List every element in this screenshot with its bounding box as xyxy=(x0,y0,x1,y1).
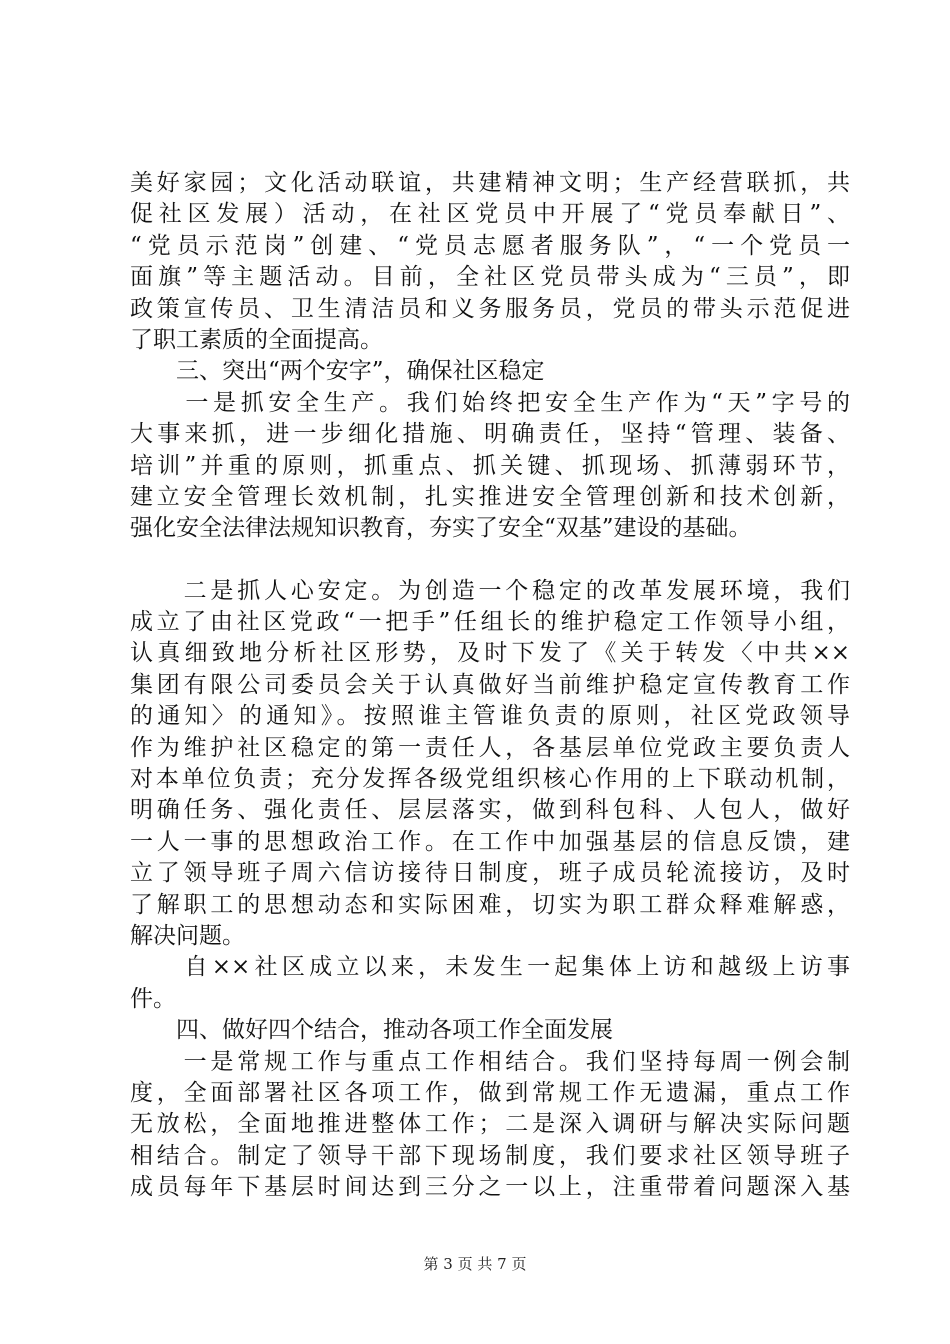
text-line: 件。 xyxy=(130,985,176,1012)
text-line: 解决问题。 xyxy=(130,922,245,949)
page-number: 第 3 页 共 7 页 xyxy=(423,1255,527,1273)
text-line: “党员示范岗”创建、“党员志愿者服务队”，“一个党员一 xyxy=(130,232,850,259)
text-line: 作为维护社区稳定的第一责任人，各基层单位党政主要负责人 xyxy=(130,734,850,761)
text-line: 一人一事的思想政治工作。在工作中加强基层的信息反馈，建 xyxy=(130,828,850,855)
text-line: 美好家园；文化活动联谊，共建精神文明；生产经营联抓，共 xyxy=(130,170,850,196)
text-line: 成立了由社区党政“一把手”任组长的维护稳定工作领导小组， xyxy=(130,609,850,636)
text-line: 培训”并重的原则，抓重点、抓关键、抓现场、抓薄弱环节， xyxy=(130,452,850,479)
text-line: 一是抓安全生产。我们始终把安全生产作为“天”字号的 xyxy=(130,389,850,416)
text-line: 立了领导班子周六信访接待日制度，班子成员轮流接访，及时 xyxy=(130,860,850,887)
text-line: 政策宣传员、卫生清洁员和义务服务员，党员的带头示范促进 xyxy=(130,295,850,322)
text-line: 成员每年下基层时间达到三分之一以上，注重带着问题深入基 xyxy=(130,1174,850,1201)
text-line: 认真细致地分析社区形势，及时下发了《关于转发〈中共×× xyxy=(130,640,850,667)
text-line: 对本单位负责；充分发挥各级党组织核心作用的上下联动机制， xyxy=(130,766,850,793)
text-line: 集团有限公司委员会关于认真做好当前维护稳定宣传教育工作 xyxy=(130,671,850,698)
text-line: 强化安全法律法规知识教育，夯实了安全“双基”建设的基础。 xyxy=(130,515,752,542)
text-line: 促社区发展）活动，在社区党员中开展了“党员奉献日”、 xyxy=(130,201,850,228)
text-line: 明确任务、强化责任、层层落实，做到科包科、人包人，做好 xyxy=(130,797,850,824)
document-body xyxy=(130,168,850,1204)
section-heading: 四、做好四个结合，推动各项工作全面发展 xyxy=(130,1017,613,1044)
text-line: 大事来抓，进一步细化措施、明确责任，坚持“管理、装备、 xyxy=(130,421,850,448)
text-line: 度，全面部署社区各项工作，做到常规工作无遗漏，重点工作 xyxy=(130,1079,850,1106)
text-line: 了职工素质的全面提高。 xyxy=(130,326,383,353)
text-line: 面旗”等主题活动。目前，全社区党员带头成为“三员”，即 xyxy=(130,264,850,291)
text-line: 的通知〉的通知》。按照谁主管谁负责的原则，社区党政领导 xyxy=(130,703,850,730)
text-line: 一是常规工作与重点工作相结合。我们坚持每周一例会制 xyxy=(130,1048,850,1075)
text-line: 二是抓人心安定。为创造一个稳定的改革发展环境，我们 xyxy=(130,577,850,604)
text-line: 了解职工的思想动态和实际困难，切实为职工群众释难解惑， xyxy=(130,891,850,918)
text-line: 无放松，全面地推进整体工作；二是深入调研与解决实际问题 xyxy=(130,1111,850,1138)
text-line: 建立安全管理长效机制，扎实推进安全管理创新和技术创新， xyxy=(130,483,850,510)
text-line: 相结合。制定了领导干部下现场制度，我们要求社区领导班子 xyxy=(130,1142,850,1169)
text-line: 自××社区成立以来，未发生一起集体上访和越级上访事 xyxy=(130,954,850,981)
section-heading: 三、突出“两个安字”，确保社区稳定 xyxy=(130,358,545,385)
